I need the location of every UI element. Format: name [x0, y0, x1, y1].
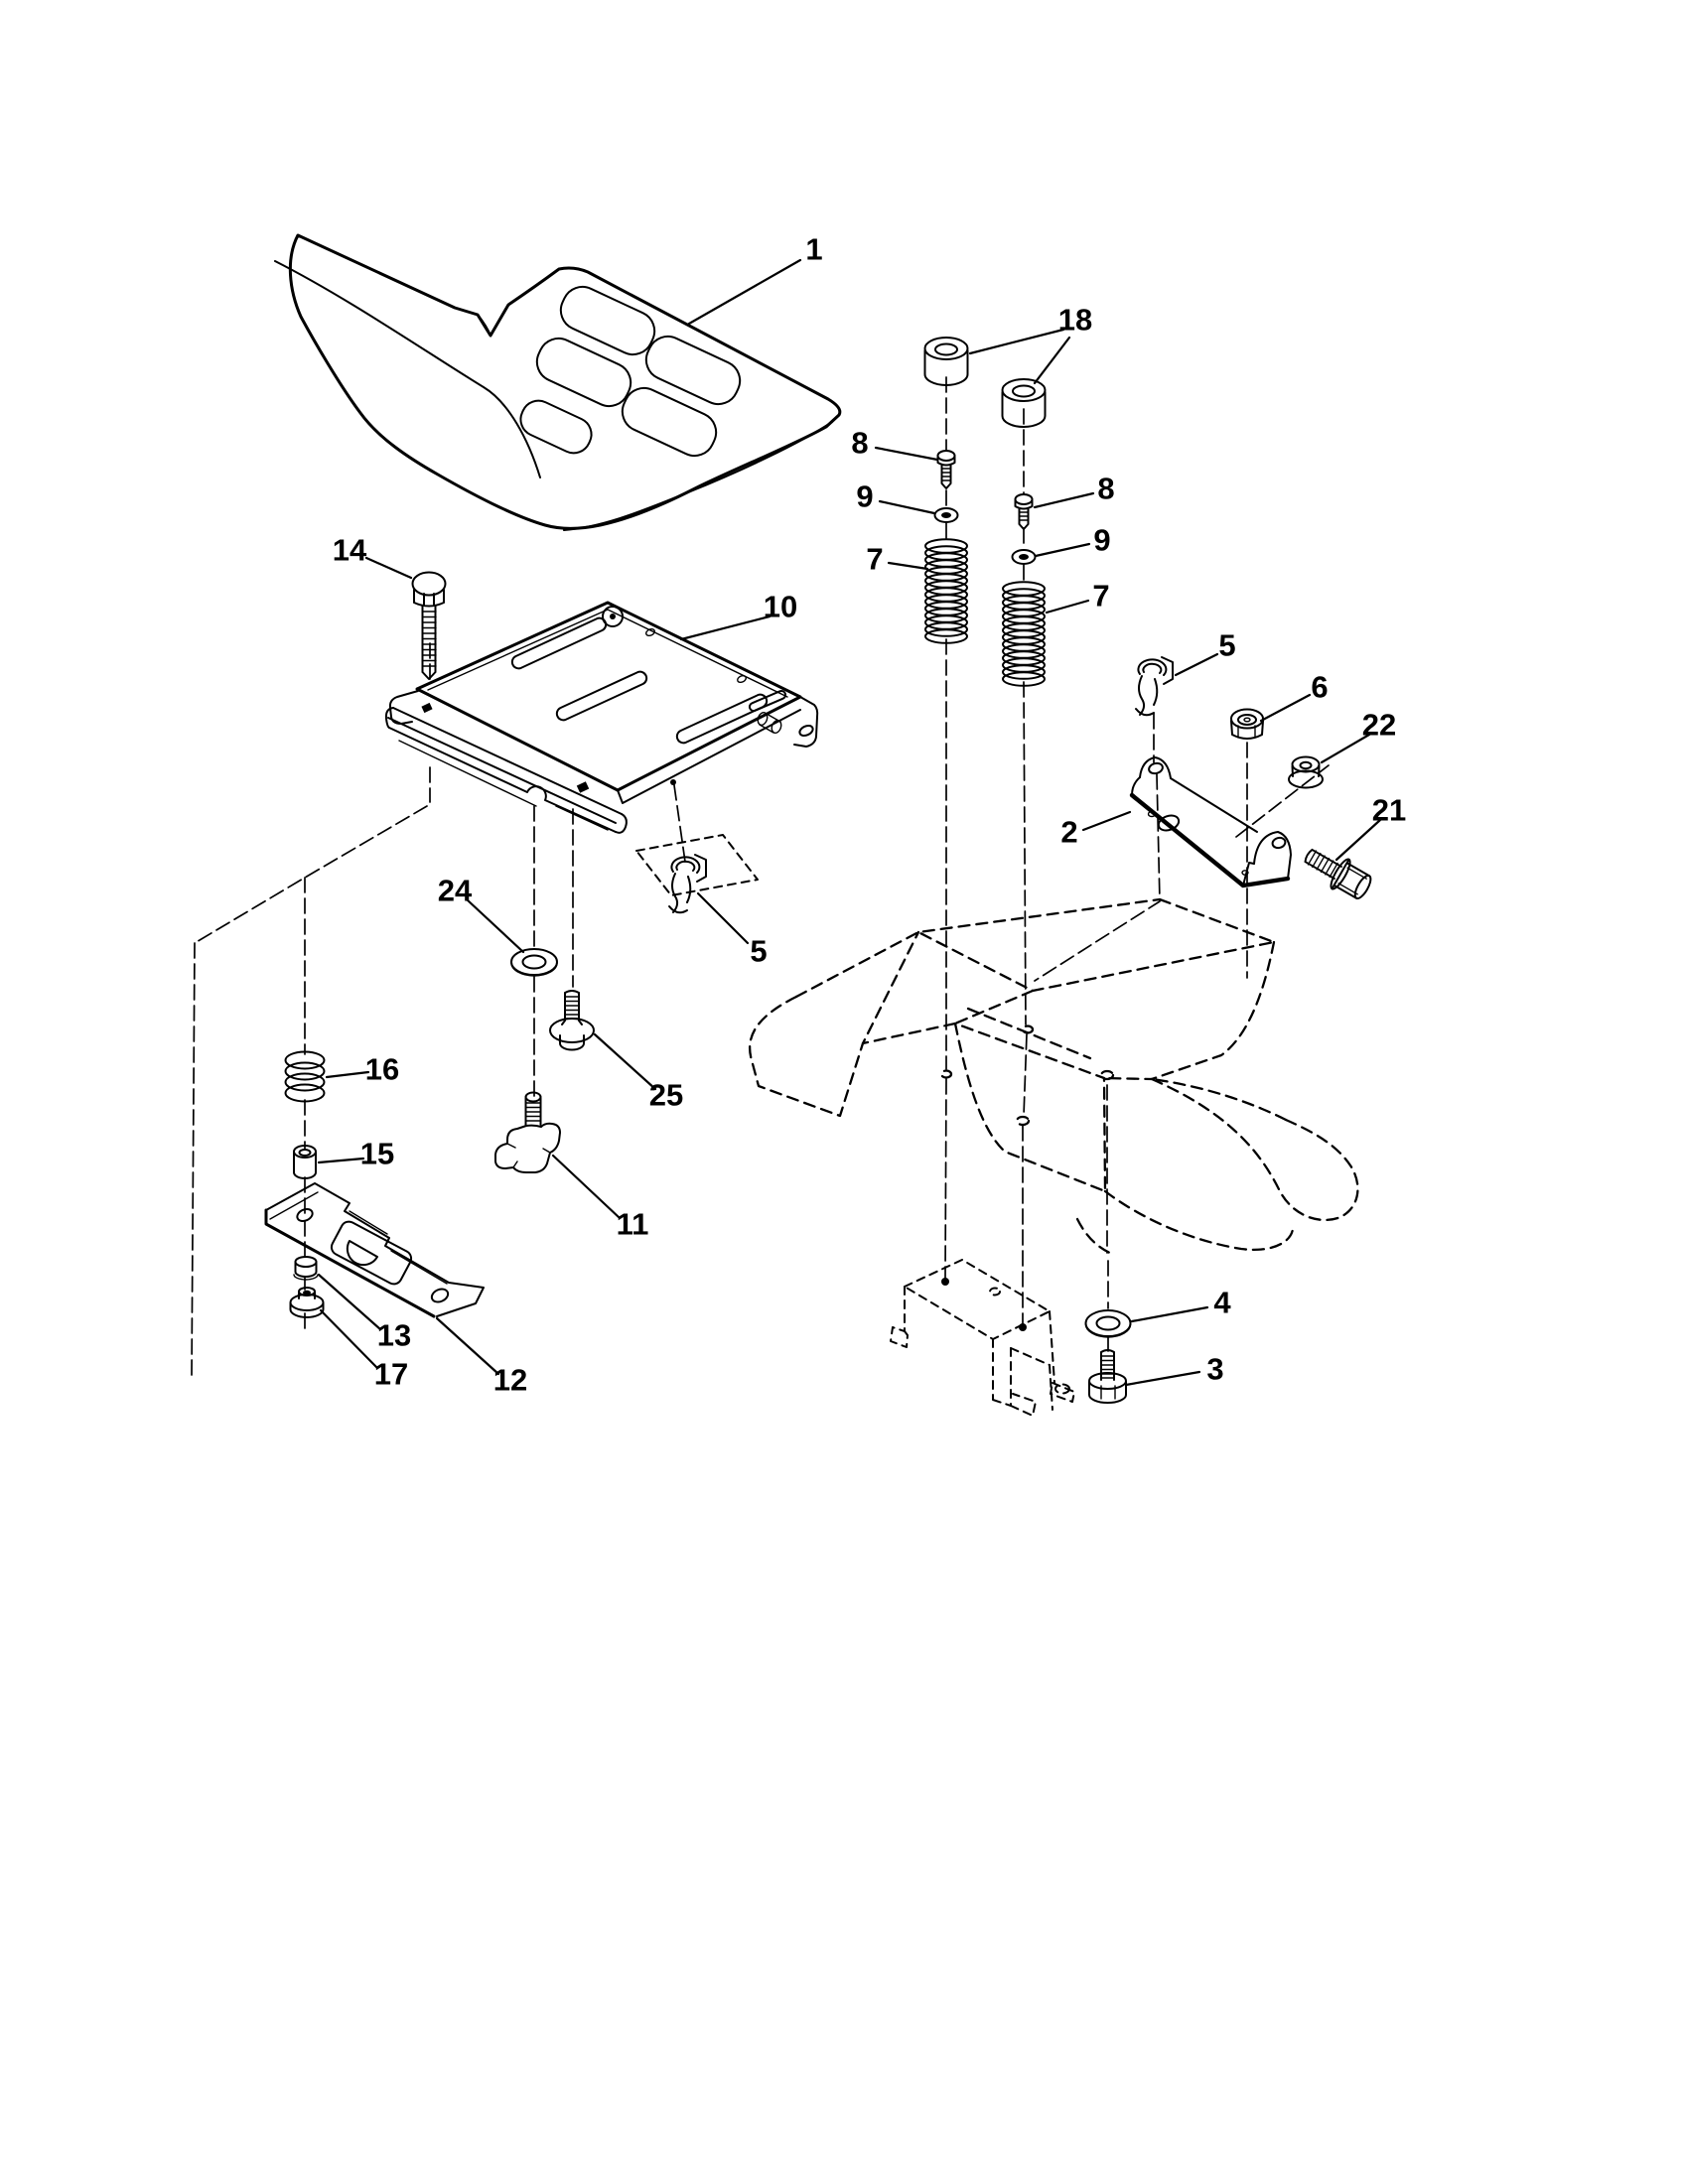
leader-line-5	[1176, 654, 1217, 675]
leader-line-6	[1261, 695, 1310, 721]
leader-line-7	[1047, 601, 1088, 613]
switch-bracket-dashed	[891, 1260, 1074, 1416]
washer-4	[1086, 1310, 1131, 1337]
callout-24-15: 24	[437, 873, 473, 908]
bolt-3	[1089, 1350, 1126, 1403]
fender-outline-dashed	[750, 899, 1357, 1254]
nut-17	[291, 1288, 324, 1317]
callout-9-5: 9	[856, 478, 874, 514]
seat-vent-slots	[515, 280, 747, 462]
callout-14-1: 14	[332, 532, 367, 568]
spring-16	[286, 1052, 325, 1102]
bolt-21	[1299, 841, 1375, 904]
callout-13-21: 13	[376, 1317, 412, 1353]
callout-6-11: 6	[1311, 669, 1329, 705]
leader-line-14	[366, 558, 411, 578]
callout-5-16: 5	[750, 933, 768, 969]
leader-line-8	[1035, 493, 1093, 507]
leader-line-18	[970, 330, 1063, 353]
nut-13	[294, 1257, 318, 1280]
callout-22-12: 22	[1361, 707, 1397, 743]
washer-9-right	[1013, 550, 1036, 564]
leader-line-5	[698, 893, 748, 943]
leader-line-16	[327, 1072, 368, 1077]
bushing-15	[294, 1146, 316, 1178]
seat-pan-rail	[386, 708, 627, 833]
callout-15-19: 15	[359, 1136, 395, 1171]
callout-8-7: 8	[1097, 471, 1115, 506]
leader-line-3	[1126, 1372, 1199, 1385]
callout-5-10: 5	[1218, 627, 1236, 663]
leader-line-8	[876, 448, 937, 460]
callout-8-4: 8	[851, 425, 869, 461]
callout-layer	[319, 232, 1406, 1398]
callout-9-8: 9	[1093, 522, 1111, 558]
leader-line-2	[1083, 812, 1130, 830]
callout-1-0: 1	[805, 231, 823, 267]
seat	[275, 235, 840, 530]
washer-9-left	[935, 508, 958, 522]
bolt-14	[413, 573, 446, 680]
bracket-2	[1132, 757, 1291, 886]
leader-line-25	[595, 1034, 655, 1089]
leader-line-24	[467, 899, 523, 952]
callout-21-14: 21	[1371, 792, 1407, 828]
callout-16-18: 16	[364, 1051, 400, 1087]
screw-25	[550, 991, 594, 1050]
leader-line-18	[1035, 338, 1069, 383]
callout-18-3: 18	[1057, 302, 1093, 338]
callout-7-6: 7	[866, 541, 884, 577]
leader-line-9	[880, 501, 934, 513]
leader-line-4	[1132, 1307, 1207, 1321]
callout-17-22: 17	[373, 1356, 409, 1392]
seat-pan	[386, 603, 817, 833]
callout-25-17: 25	[648, 1077, 684, 1113]
clip-5-lower-box	[636, 835, 758, 895]
clip-5-upper	[1136, 657, 1173, 715]
leader-line-7	[889, 563, 927, 569]
callout-10-2: 10	[763, 589, 798, 624]
leader-line-10	[681, 616, 770, 639]
screw-8-left	[938, 451, 955, 488]
callout-7-9: 7	[1092, 578, 1110, 614]
leader-line-1	[689, 260, 800, 324]
leader-line-9	[1036, 544, 1089, 556]
clip-5-lower	[669, 855, 706, 912]
callout-12-23: 12	[492, 1362, 528, 1398]
washer-24	[511, 949, 557, 976]
leader-line-15	[319, 1159, 363, 1162]
spring-7-right	[1003, 582, 1045, 686]
knob-11	[495, 1093, 560, 1173]
spring-7-left	[925, 539, 967, 643]
callout-2-13: 2	[1060, 814, 1078, 850]
nut-6	[1231, 710, 1263, 740]
callout-4-24: 4	[1213, 1285, 1231, 1320]
callout-3-25: 3	[1206, 1351, 1224, 1387]
callout-11-20: 11	[616, 1206, 649, 1242]
leader-line-11	[553, 1156, 619, 1217]
leader-line-12	[437, 1318, 498, 1374]
screw-8-right	[1016, 494, 1033, 529]
